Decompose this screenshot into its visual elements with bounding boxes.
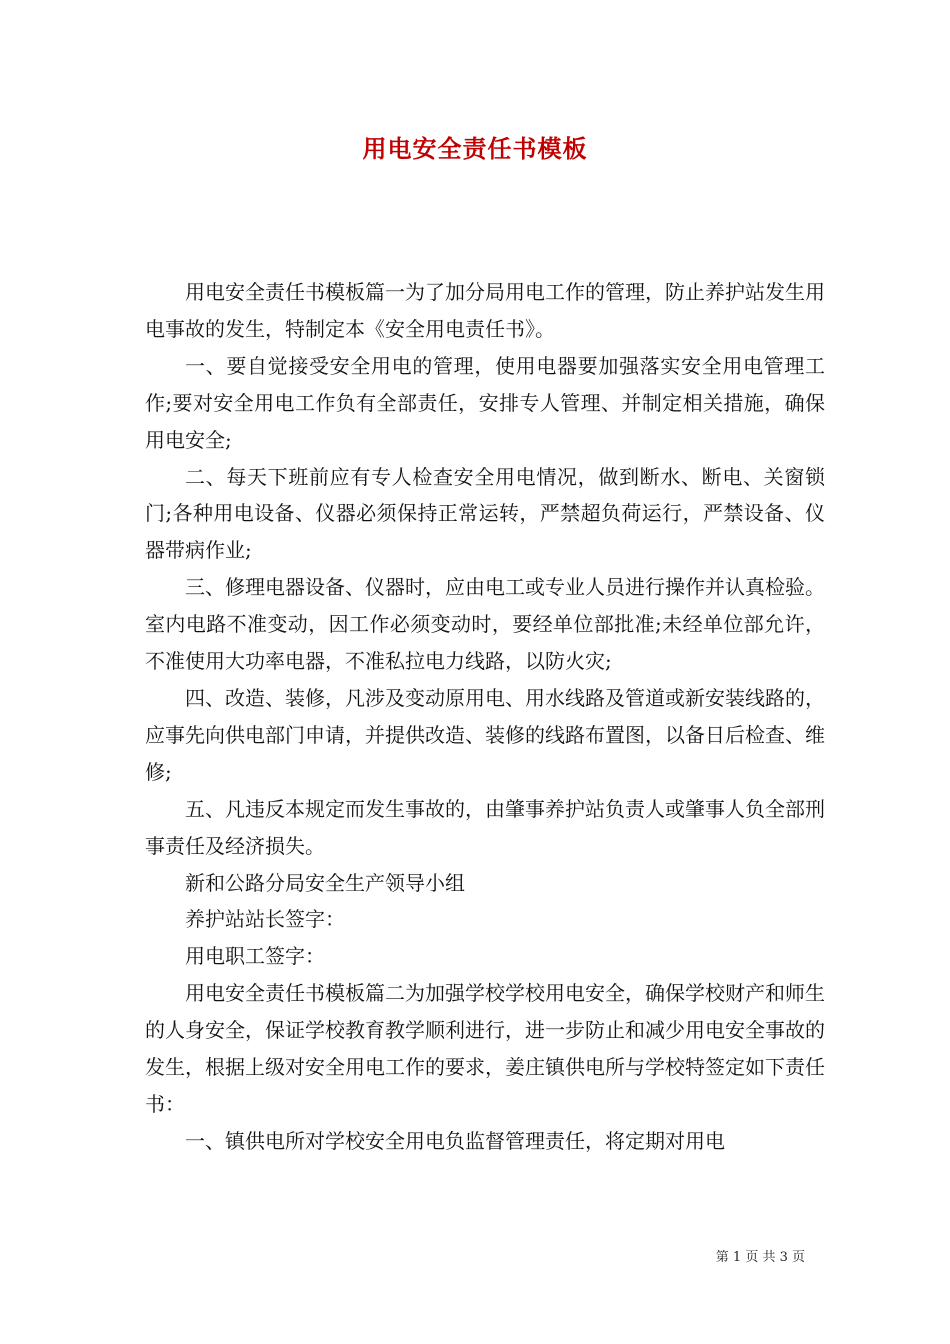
paragraph: 一、要自觉接受安全用电的管理，使用电器要加强落实安全用电管理工作;要对安全用电工作负有全部责任，安排专人管理、并制定相关措施，确保用电安全; bbox=[145, 353, 825, 452]
paragraph: 用电安全责任书模板篇二为加强学校学校用电安全，确保学校财产和师生的人身安全，保证学校教育教学顺利进行，进一步防止和减少用电安全事故的发生，根据上级对安全用电工作的要求，姜庄镇供电所与学校特签定如下责任书： bbox=[145, 981, 825, 1116]
paragraph: 用电安全责任书模板篇一为了加分局用电工作的管理，防止养护站发生用电事故的发生，特制定本《安全用电责任书》。 bbox=[145, 280, 825, 341]
paragraph: 二、每天下班前应有专人检查安全用电情况，做到断水、断电、关窗锁门;各种用电设备、仪器必须保持正常运转，严禁超负荷运行，严禁设备、仪器带病作业; bbox=[145, 464, 825, 563]
document-body bbox=[145, 274, 825, 1160]
paragraph: 四、改造、装修，凡涉及变动原用电、用水线路及管道或新安装线路的，应事先向供电部门申请，并提供改造、装修的线路布置图，以备日后检查、维修; bbox=[145, 685, 825, 784]
paragraph: 一、镇供电所对学校安全用电负监督管理责任，将定期对用电 bbox=[185, 1128, 725, 1153]
signature-line: 养护站站长签字： bbox=[185, 907, 345, 932]
signature-line: 新和公路分局安全生产领导小组 bbox=[185, 870, 465, 895]
paragraph: 三、修理电器设备、仪器时，应由电工或专业人员进行操作并认真检验。室内电路不准变动，因工作必须变动时，要经单位部批准;未经单位部允许，不准使用大功率电器，不准私拉电力线路，以防火灾; bbox=[145, 575, 825, 674]
paragraph: 五、凡违反本规定而发生事故的，由肇事养护站负责人或肇事人负全部刑事责任及经济损失。 bbox=[145, 796, 825, 858]
signature-line: 用电职工签字： bbox=[185, 944, 325, 969]
document-title: 用电安全责任书模板 bbox=[362, 134, 588, 163]
page-number: 第 1 页 共 3 页 bbox=[715, 1250, 805, 1265]
